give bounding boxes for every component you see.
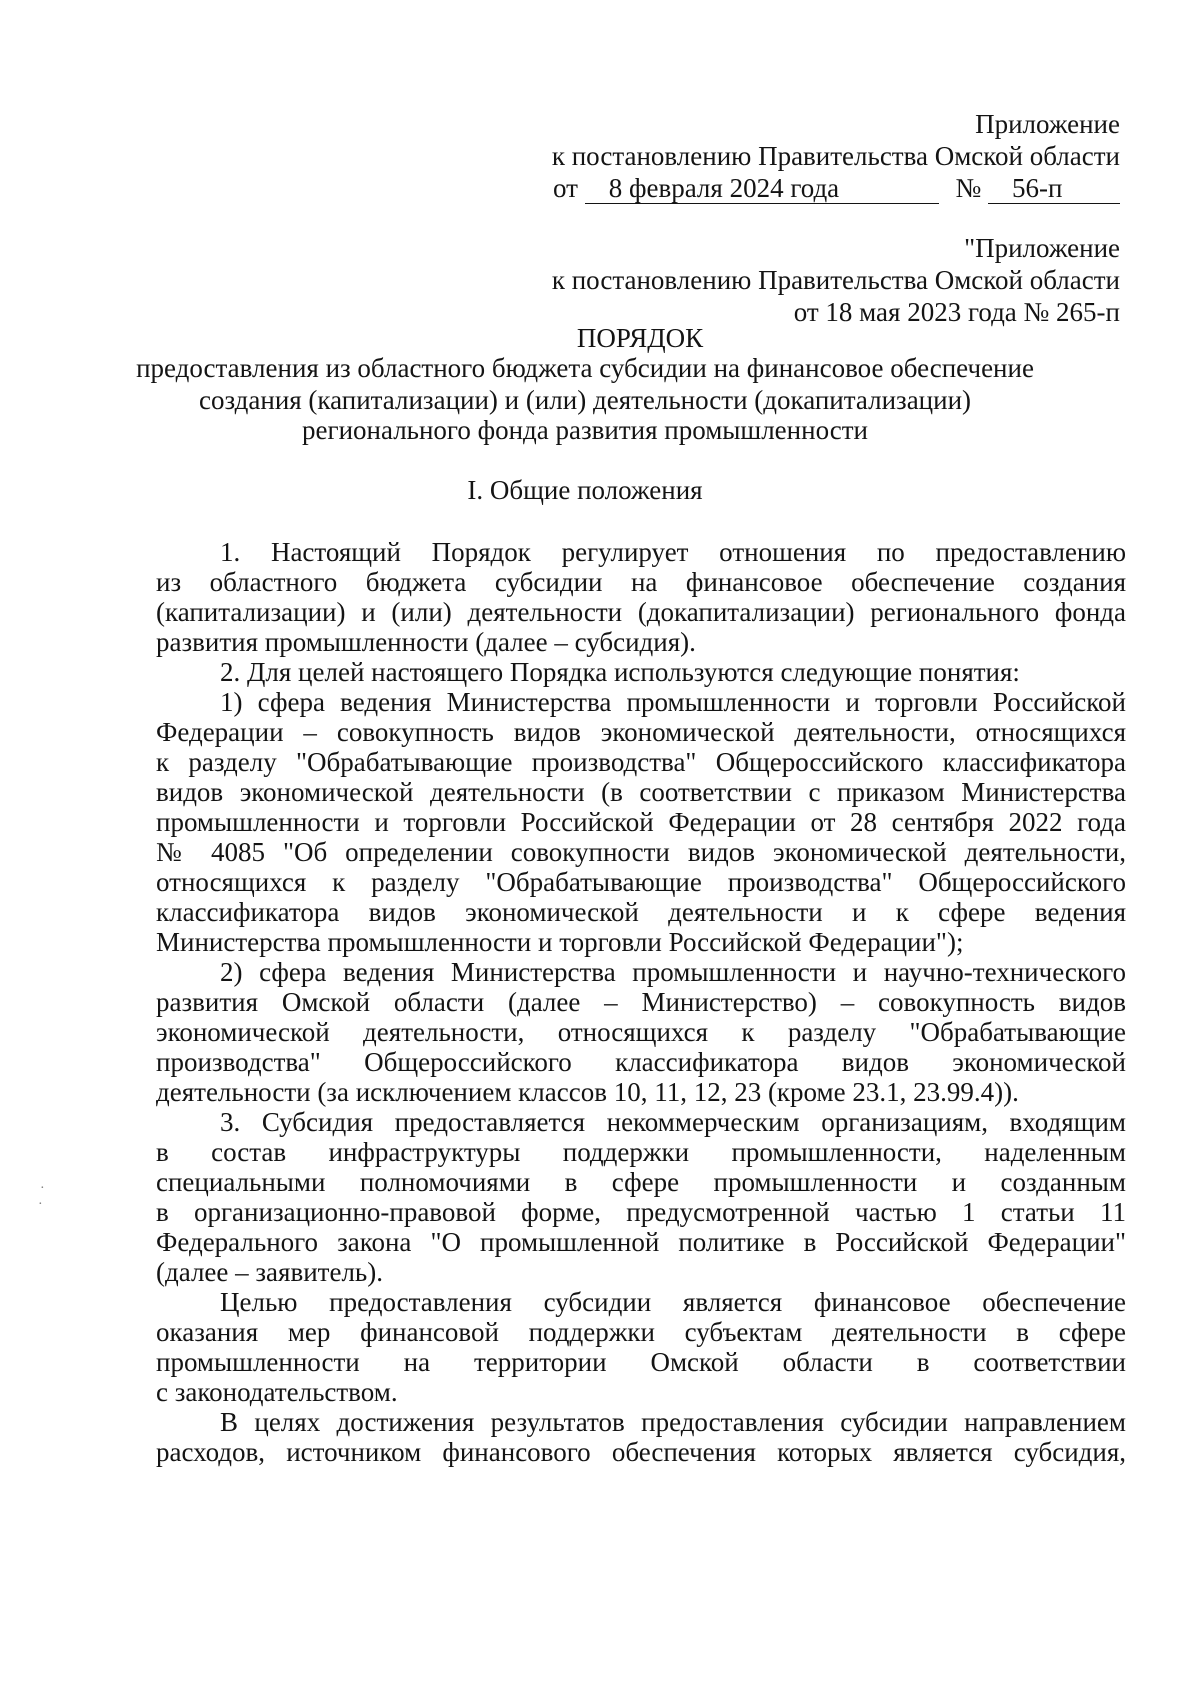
document-subtitle-line-1: предоставления из областного бюджета субсидии на финансовое обеспечение	[136, 353, 1034, 383]
document-subtitle-line-2: создания (капитализации) и (или) деятельности (докапитализации)	[198, 385, 972, 415]
body-line: производства" Общероссийского классификатора видов экономической	[156, 1047, 1126, 1077]
body-line: с законодательством.	[156, 1377, 398, 1407]
date-value: 8 февраля 2024 года	[585, 173, 939, 204]
body-line: № 4085 "Об определении совокупности видов экономической деятельности,	[156, 837, 1126, 867]
body-line: В целях достижения результатов предоставления субсидии направлением	[220, 1407, 1126, 1437]
body-line: расходов, источником финансового обеспечения которых является субсидия,	[156, 1437, 1126, 1467]
body-line: оказания мер финансовой поддержки субъектам деятельности в сфере	[156, 1317, 1126, 1347]
body-line: в организационно-правовой форме, предусмотренной частью 1 статьи 11	[156, 1197, 1126, 1227]
original-appendix-title: "Приложение	[964, 233, 1120, 263]
section-heading: I. Общие положения	[467, 475, 703, 505]
body-line: классификатора видов экономической деятельности и к сфере ведения	[156, 897, 1126, 927]
body-line: из областного бюджета субсидии на финансовое обеспечение создания	[156, 567, 1126, 597]
body-line: 1) сфера ведения Министерства промышленности и торговли Российской	[220, 687, 1126, 717]
body-line: к разделу "Обрабатывающие производства" Общероссийского классификатора	[156, 747, 1126, 777]
body-line: Министерства промышленности и торговли Российской Федерации");	[156, 927, 964, 957]
appendix-title: Приложение	[975, 109, 1120, 139]
body-line: Федерального закона "О промышленной политике в Российской Федерации"	[156, 1227, 1126, 1257]
body-line: Федерации – совокупность видов экономической деятельности, относящихся	[156, 717, 1126, 747]
body-line: деятельности (за исключением классов 10, 11, 12, 23 (кроме 23.1, 23.99.4)).	[156, 1077, 1019, 1107]
body-line: промышленности на территории Омской области в соответствии	[156, 1347, 1126, 1377]
number-prefix: №	[955, 173, 982, 203]
original-appendix-date-line: от 18 мая 2023 года № 265-п	[793, 297, 1120, 327]
appendix-date-number-line	[553, 172, 1120, 204]
body-line: 2) сфера ведения Министерства промышленности и научно-технического	[220, 957, 1126, 987]
body-line: развития промышленности (далее – субсидия).	[156, 627, 696, 657]
body-line: специальными полномочиями в сфере промышленности и созданным	[156, 1167, 1126, 1197]
body-line: развития Омской области (далее – Министерство) – совокупность видов	[156, 987, 1126, 1017]
body-line: относящихся к разделу "Обрабатывающие производства" Общероссийского	[156, 867, 1126, 897]
body-line: 1. Настоящий Порядок регулирует отношения по предоставлению	[220, 537, 1126, 567]
scan-speck-decoration: ·	[38, 1197, 43, 1212]
body-line: 3. Субсидия предоставляется некоммерческим организациям, входящим	[220, 1107, 1126, 1137]
body-line: Целью предоставления субсидии является финансовое обеспечение	[220, 1287, 1126, 1317]
number-value: 56-п	[988, 173, 1120, 204]
body-line: в состав инфраструктуры поддержки промышленности, наделенным	[156, 1137, 1126, 1167]
document-title: ПОРЯДОК	[576, 323, 704, 353]
document-subtitle-line-3: регионального фонда развития промышленности	[302, 415, 868, 445]
date-prefix: от	[553, 173, 578, 203]
body-line: экономической деятельности, относящихся к разделу "Обрабатывающие	[156, 1017, 1126, 1047]
original-appendix-reference-line: к постановлению Правительства Омской области	[551, 265, 1120, 295]
body-line: (далее – заявитель).	[156, 1257, 383, 1287]
body-line: 2. Для целей настоящего Порядка используются следующие понятия:	[220, 657, 1020, 687]
body-line: видов экономической деятельности (в соответствии с приказом Министерства	[156, 777, 1126, 807]
scan-speck-decoration: ·	[40, 1181, 45, 1196]
body-line: (капитализации) и (или) деятельности (докапитализации) регионального фонда	[156, 597, 1126, 627]
body-line: промышленности и торговли Российской Федерации от 28 сентября 2022 года	[156, 807, 1126, 837]
appendix-reference-line: к постановлению Правительства Омской области	[551, 141, 1120, 171]
